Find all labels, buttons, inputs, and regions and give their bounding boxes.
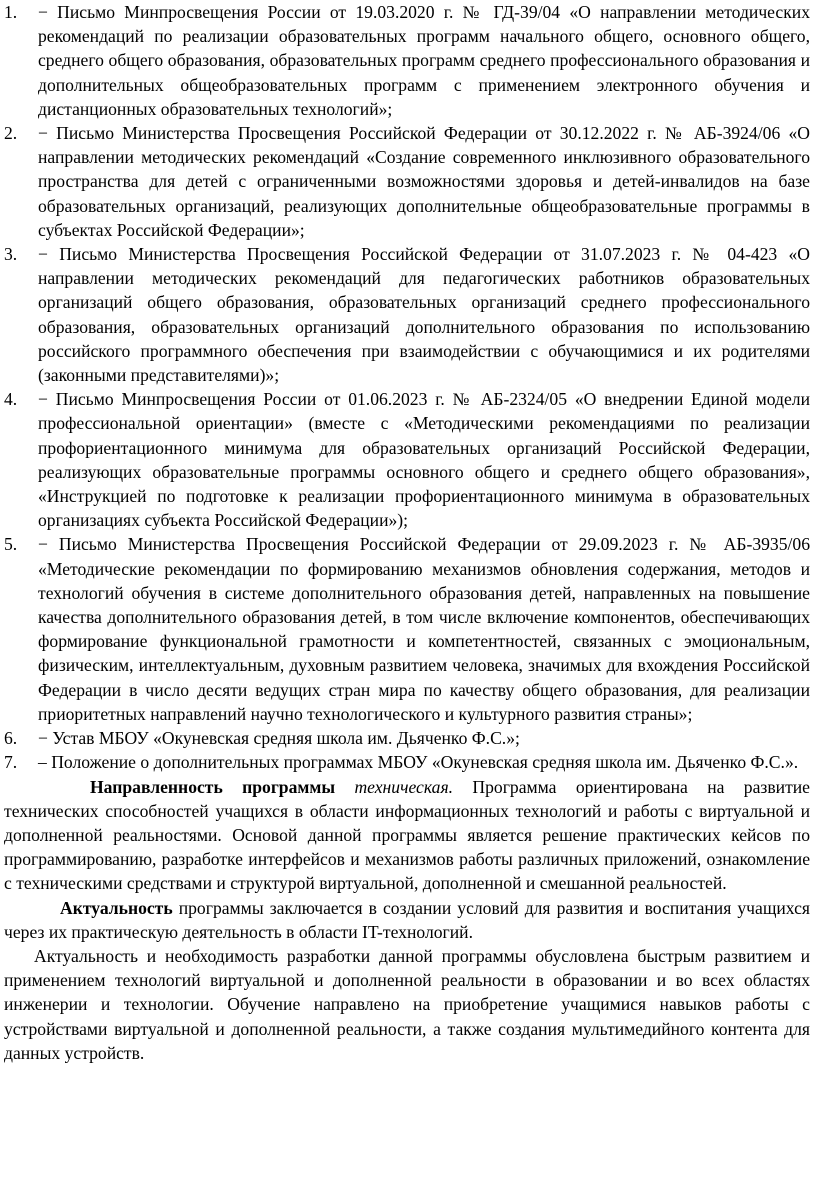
- necessity-emphasis: Обучение направлено на приобретение учащимися навыков работы с устройствами виртуальной и дополненной реальности, а также создания мультимедийного контента для данных устройств.: [4, 994, 810, 1063]
- list-item-text: − Письмо Министерства Просвещения Российской Федерации от 30.12.2022 г. № АБ-3924/06 «О направлении методических рекомендаций «Создание современного инклюзивного образовательного пространства для детей с ограниченными возможностями здоровья и детей-инвалидов на базе образовательных организаций, реализующих дополнительные общеобразовательные программы в субъектах Российской Федерации»;: [38, 123, 810, 240]
- list-item-number: 2.: [4, 123, 18, 144]
- direction-text: Программа ориентирована на развитие технических способностей учащихся в области информационных технологий и работы с виртуальной и дополненной реальностями. Основой данной программы является решение практических кейсов по программированию, разработке интерфейсов и механизмов работы различных приложений, ознакомление с техническими средствами и структурой виртуальной, дополненной и смешанной реальностей.: [4, 776, 810, 894]
- list-item-text: − Письмо Министерства Просвещения Российской Федерации от 29.09.2023 г. № АБ-3935/06 «Методические рекомендации по формированию механизмов обновления содержания, методов и технологий обучения в системе дополнительного образования детей, направленных на повышение качества дополнительного образования детей, в том числе включение компонентов, обеспечивающих формирование функциональной грамотности и компетентностей, связанных с эмоциональным, физическим, интеллектуальным, духовным развитием человека, значимых для вхождения Российской Федерации в число десяти ведущих стран мира по качеству общего образования, для реализации приоритетных направлений научно технологического и культурного развития страны»;: [38, 534, 810, 724]
- list-item: [4, 750, 810, 774]
- direction-type: техническая.: [354, 776, 454, 797]
- list-item-number: 4.: [4, 389, 18, 410]
- direction-label: Направленность программы: [90, 776, 336, 797]
- list-item: [4, 532, 810, 726]
- regulatory-documents-list: [4, 0, 810, 775]
- direction-paragraph: [4, 775, 810, 896]
- list-item-number: 7.: [4, 752, 18, 773]
- list-item: [4, 726, 810, 750]
- list-item-text: − Письмо Минпросвещения России от 19.03.2020 г. № ГД-39/04 «О направлении методических рекомендаций по реализации образовательных программ начального общего, основного общего, среднего общего образования, образовательных программ среднего профессионального образования и дополнительных общеобразовательных программ с применением электронного обучения и дистанционных образовательных технологий»;: [38, 2, 810, 119]
- relevance-paragraph: [4, 896, 810, 944]
- list-item: [4, 242, 810, 387]
- necessity-paragraph: [4, 944, 810, 1065]
- relevance-label: Актуальность: [60, 897, 173, 918]
- list-item: [4, 387, 810, 532]
- list-item-text: − Устав МБОУ «Окуневская средняя школа им. Дьяченко Ф.С.»;: [38, 728, 520, 749]
- relevance-text: программы заключается в создании условий для развития и воспитания учащихся через их практическую деятельность в области IT-технологий.: [4, 897, 810, 942]
- list-item-text: − Письмо Министерства Просвещения Российской Федерации от 31.07.2023 г. № 04-423 «О направлении методических рекомендаций для педагогических работников образовательных организаций общего образования, образовательных организаций среднего профессионального образования, образовательных организаций дополнительного образования по использованию российского программного обеспечения при взаимодействии с обучающимися и их родителями (законными представителями)»;: [38, 244, 810, 386]
- list-item: [4, 121, 810, 242]
- list-item-number: 6.: [4, 728, 18, 749]
- necessity-text: Актуальность и необходимость разработки данной программы обусловлена быстрым развитием и применением технологий виртуальной и дополненной реальности в образовании и во всех областях инженерии и технологии.: [4, 945, 810, 1015]
- list-item-text: − Письмо Минпросвещения России от 01.06.2023 г. № АБ-2324/05 «О внедрении Единой модели профессиональной ориентации» (вместе с «Методическими рекомендациями по реализации профориентационного минимума для образовательных организаций Российской Федерации, реализующих образовательные программы основного общего и среднего общего образования», «Инструкцией по подготовке к реализации профориентационного минимума в образовательных организациях субъекта Российской Федерации»);: [38, 389, 810, 531]
- list-item: [4, 0, 810, 121]
- list-item-number: 3.: [4, 244, 18, 265]
- list-item-number: 1.: [4, 2, 18, 22]
- list-item-text: – Положение о дополнительных программах МБОУ «Окуневская средняя школа им. Дьяченко Ф.С.».: [38, 752, 799, 773]
- list-item-number: 5.: [4, 534, 18, 555]
